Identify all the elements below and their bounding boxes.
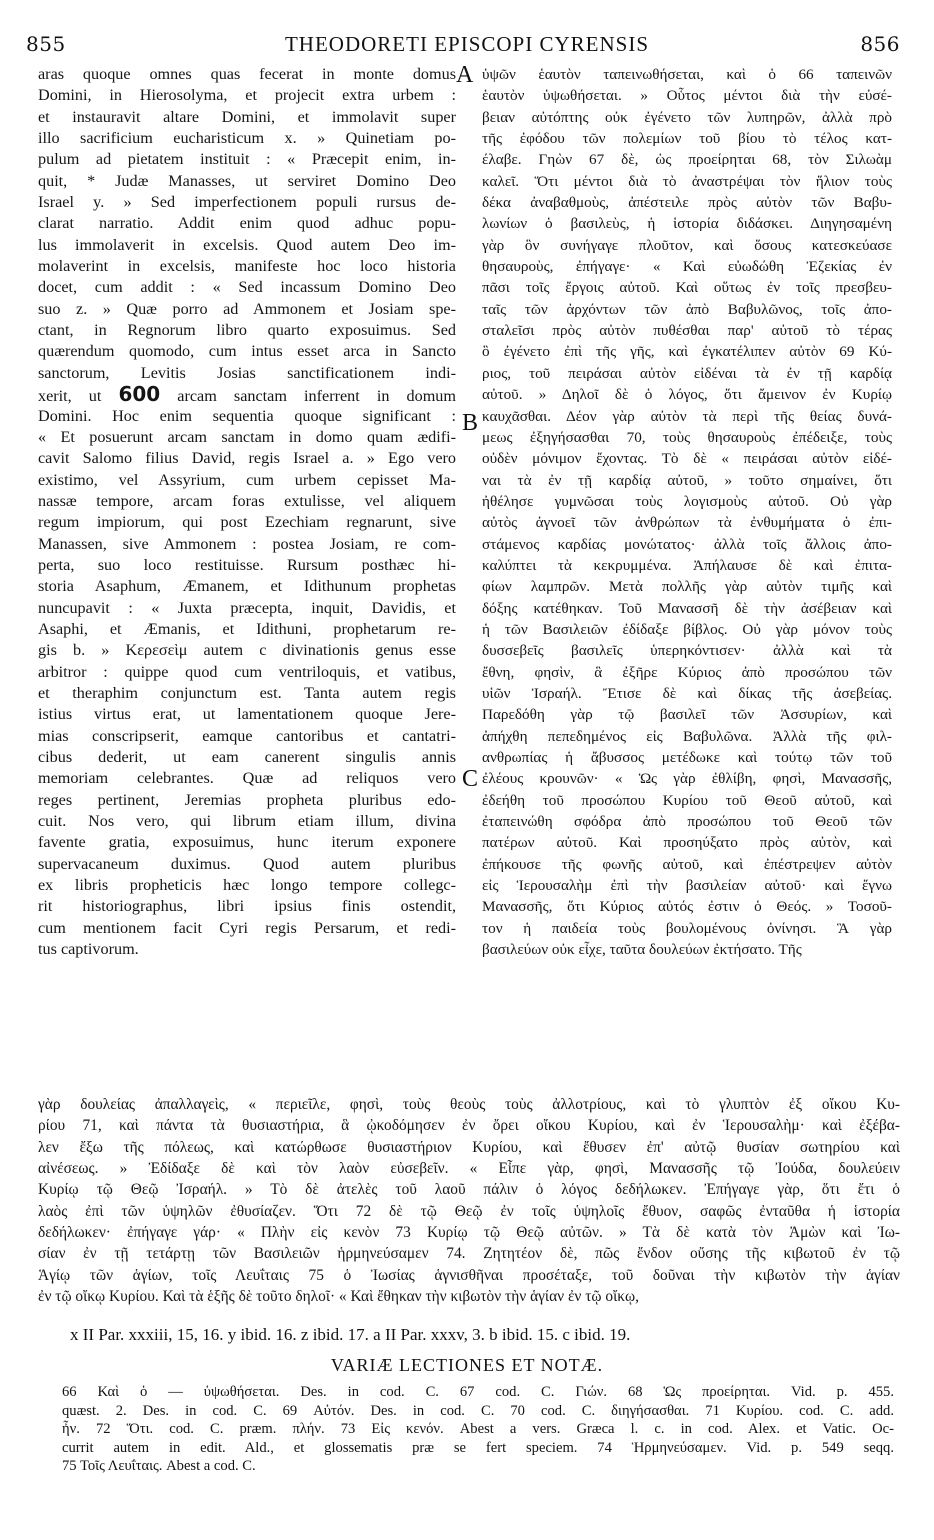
latin-line: mias conscripserit, eamque cantoribus et cantatri- [38, 726, 456, 745]
greek-line: ναι τὰ ἐν τῇ καρδίᾳ αὐτοῦ, » τοῦτο σημαίνει, ὅτι [482, 471, 892, 489]
greek-line: ἔθνη, φησὶν, ἃ ἐξῆρε Κύριος ἀπὸ προσώπου τῶν [482, 663, 892, 681]
greek-line: καλεῖ. Ὅτι μέντοι διὰ τὸ ἀναστρέψαι τὸν ἥλιον τοὺς [482, 172, 892, 190]
greek-line: δέκα ἀναβαθμοὺς, ἀπέστειλε πρὸς αὐτὸν τῶν Βαβυ- [482, 194, 892, 212]
latin-line: cibus dederit, ut eam canerent singulis annis [38, 748, 456, 766]
greek-line: γὰρ ὃν συνήγαγε πλοῦτον, καὶ ὅσους κατεσκεύασε [482, 236, 892, 254]
latin-line: existimo, vel Assyrium, cum urbem cepisset Ma- [38, 470, 456, 489]
greek-line: σταλεῖσι πρὸς αὐτὸν πυθέσθαι παρ' αὐτοῦ τὸ τέρας [482, 322, 892, 340]
greek-column [482, 64, 892, 960]
latin-line: reges pertinent, Jeremias propheta pluribus edo- [38, 790, 456, 809]
latin-line: cavit Salomo filius David, regis Israel a. » Ego vero [38, 449, 456, 468]
latin-line: storia Asaphum, Æmanem, et Idithunum prophetas [38, 577, 456, 596]
latin-line: gis b. » Κερεσεὶμ autem c divinationis genus esse [38, 641, 456, 660]
latin-line: ctant, in Regnorum libro quarto exposuimus. Sed [38, 321, 456, 340]
greek-line: στάμενος καρδίας μονώτατος· ἀλλὰ τοῖς ἄλλοις ἀπο- [482, 535, 892, 553]
greek-line: λωνίων ὁ βασιλεὺς, ἡ ἱστορία διδάσκει. Διηγησαμένη [482, 215, 892, 233]
greek-line-full: Ἁγίῳ τῶν ἁγίων, τοῖς Λευΐταις 75 ὁ Ἰωσίας ἁγνισθῆναι προσέταξε, τοῦ δοῦναι τὴν κιβωτὸν τὴν ἁγίαν [38, 1266, 900, 1284]
notes-title: VARIÆ LECTIONES ET NOTÆ. [330, 1355, 604, 1375]
running-title: THEODORETI EPISCOPI CYRENSIS [284, 32, 650, 56]
greek-line-full: δεδήλωκεν· ἐπήγαγε γάρ· « Πλὴν εἰς κενὸν 73 Κυρίῳ τῷ Θεῷ αὐτῶν. » Τὰ δὲ κατὰ τὸν Ἀμὼν καὶ Ἰω- [38, 1224, 900, 1242]
greek-line-full: σίαν ἐν τῇ τετάρτῃ τῶν Βασιλειῶν ἡρμηνεύσαμεν 74. Ζητητέον δὲ, πῶς ἔνδον οὔσης τῆς κιβωτοῦ ἐν τῷ [38, 1245, 900, 1263]
greek-line: ριος, τοῦ πειράσαι αὐτὸν εἰδέναι τὰ ἐν τῇ καρδίᾳ [482, 364, 892, 382]
greek-line: τῆς ἐφόδου τῶν πολεμίων τοῦ βίου τὸ τέλος κατ- [482, 130, 892, 148]
greek-line: έλαβε. Γηὼν 67 δὲ, ὡς προείρηται 68, τὸν Σιλωὰμ [482, 151, 892, 169]
greek-line: τον ἡ παιδεία τοὺς βουλομένους ὀνίνησι. Ἃ γὰρ [482, 919, 892, 937]
latin-line: et theraphim conjunctum est. Tanta autem regis [38, 683, 456, 702]
latin-line: ex libris propheticis hæc longo tempore collegc- [38, 876, 456, 895]
latin-line: istius virtus erat, ut lamentationem quoque Jere- [38, 705, 456, 724]
latin-line: Israel y. » Sed imperfectionem populi rursus de- [38, 193, 456, 212]
latin-line: tus captivorum. [38, 940, 139, 959]
greek-line-full: αἰνέσεως. » Ἐδίδαξε δὲ καὶ τὸν λαὸν εὐσεβεῖν. « Εἶπε γὰρ, φησὶ, Μανασσῆς τῷ Ἰούδα, δουλεύειν [38, 1160, 900, 1178]
latin-line: aras quoque omnes quas fecerat in monte domus [38, 65, 456, 83]
greek-line: θησαυροὺς, ἐπήγαγε· « Καὶ εὐωδώθη Ἐζεκίας ἐν [482, 258, 892, 276]
latin-line: quærendum quomodo, cum intus esset arca in Sancto [38, 342, 456, 361]
greek-line: ὑψῶν ἑαυτὸν ταπεινωθήσεται, καὶ ὁ 66 ταπεινῶν [482, 66, 892, 83]
greek-line: μεως ἐξηγήσασθαι 70, τοὺς θησαυροὺς ἐπέδειξε, τοὺς [482, 428, 892, 446]
latin-line: memoriam celebrantes. Quæ ad reliquos vero [38, 769, 456, 788]
greek-line: ὃ ἐγένετο ἐπὶ τῆς γῆς, καὶ ἐγκατέλιπεν αὐτὸν 69 Κύ- [482, 343, 892, 361]
greek-line: δυσσεβεῖς βασιλεῖς ὑπερηκόντισεν· ἀλλὰ καὶ τὰ [482, 642, 892, 660]
note-line: quæst. 2. Des. in cod. C. 69 Αὐτόν. Des. in cod. C. 70 cod. C. διηγήσασθαι. 71 Κυρίου. cod. C. add. [62, 1402, 894, 1419]
margin-marker-b: B [462, 410, 479, 436]
latin-line: regum impiorum, qui post Ezechiam regnarunt, sive [38, 513, 456, 532]
latin-line: et instauravit altare Domini, et immolavit super [38, 107, 456, 126]
note-line: currit autem in edit. Ald., et glossematis præ se fert speciem. 74 Ἡρμηνεύσαμεν. Vid. p. 549 seqq. [62, 1439, 894, 1456]
greek-line: βειαν αὐτόπτης οὐκ ἐγένετο τῶν λυπηρῶν, ἀλλὰ πρὸ [482, 108, 892, 126]
latin-line: quit, * Judæ Manasses, ut serviret Domino Deo [38, 171, 456, 190]
greek-line: ταῖς τῶν ἀρχόντων τῶν ἀπὸ Βαβυλῶνος, τοῖς ἀπο- [482, 300, 892, 318]
latin-line: cuit. Nos vero, qui librum etiam illum, divina [38, 812, 456, 831]
latin-line: pulum ad pietatem instituit : « Præcepit enim, in- [38, 150, 456, 169]
greek-line: ἡ τῶν Βασιλειῶν ἐδίδαξε βίβλος. Οὐ γὰρ μόνον τοὺς [482, 620, 892, 638]
latin-line: perta, suo loco restituisse. Rursum posthæc hi- [38, 555, 456, 574]
latin-line: cum mentionem facit Cyri regis Persarum, et redi- [38, 918, 456, 937]
latin-line: arbitror : quippe quod cum ventriloquis, et vatibus, [38, 662, 456, 681]
latin-line: illo sacrificium eucharisticum x. » Quinetiam po- [38, 129, 456, 148]
greek-line: πατέρων αὐτοῦ. Καὶ προσηύξατο πρὸς αὐτὸν, καὶ [482, 834, 892, 852]
greek-line: ἐλέους κρουνῶν· « Ὡς γὰρ ἐθλίβη, φησὶ, Μανασσῆς, [482, 770, 892, 788]
greek-line: ἠθέλησε γυμνῶσαι τοὺς λογισμοὺς αὐτοῦ. Οὐ γὰρ [482, 492, 892, 510]
greek-line: βασιλεύων οὐκ εἶχε, ταῦτα δουλεύων ἐκτήσατο. Τῆς [482, 941, 802, 959]
greek-line: ἐταπεινώθη σφόδρα ἀπὸ προσώπου τοῦ Θεοῦ τῶν [482, 813, 892, 831]
greek-line: ανθρωπίας ἡ ἄβυσσος μετέδωκε καὶ τούτῳ τῶν τοῦ [482, 749, 892, 766]
greek-line: ἀπήχθη πεπεδημένος εἰς Βαβυλῶνα. Ἀλλὰ τῆς φιλ- [482, 727, 892, 745]
latin-line: nuncupavit : « Juxta præcepta, inquit, Davidis, et [38, 598, 456, 617]
latin-line: favente gratia, exposuimus, hunc iterum exponere [38, 833, 456, 852]
greek-line: ἐδεήθη τοῦ προσώπου Κυρίου τοῦ Θεοῦ αὐτοῦ, καὶ [482, 791, 892, 809]
greek-line: αὐτὸς ἀγνοεῖ τῶν ἀνθρώπων τὰ ἐνθυμήματα ὁ ἐπι- [482, 514, 892, 532]
greek-line-full: λεν ἔξω τῆς πόλεως, καὶ κατώρθωσε θυσιαστήριον Κυρίου, καὶ ἔθυσεν ἐπ' αὐτῷ θυσίαν σωτηρίου καὶ [38, 1138, 900, 1156]
variant-notes [62, 1383, 894, 1476]
latin-line: docet, cum addit : « Sed incassum Domino Deo [38, 278, 456, 297]
latin-line: « Et posuerunt arcam sanctam in domo quam ædifi- [38, 427, 456, 446]
latin-line: Domini. Hoc enim sequentia quoque significant : [38, 406, 456, 425]
greek-line: ἐπήκουσε τῆς φωνῆς αὐτοῦ, καὶ ἐπέστρεψεν αὐτὸν [482, 855, 892, 873]
greek-line: φίων λαμπρῶν. Μετὰ πολλῆς γὰρ αὐτὸν τιμῆς καὶ [482, 578, 892, 596]
latin-line: Manassen, sive Ammonem : postea Josiam, re com- [38, 534, 456, 553]
greek-line-full: λαὸς ἐπὶ τῶν ὑψηλῶν ἐθυσίαζεν. Ὅτι 72 δὲ τῷ Θεῷ ἐν τοῖς ὑψηλοῖς ἔθυον, σαφῶς ἐνταῦθα ἡ ἱστορία [38, 1202, 900, 1220]
greek-line: οὐδὲν μόνιμον ἔχοντας. Τὸ δὲ « πειράσαι αὐτὸν εἰδέ- [482, 450, 892, 468]
greek-line: Μανασσῆς, ὅτι Κύριος αὐτός ἐστιν ὁ Θεός. » Τοσοῦ- [482, 898, 892, 916]
greek-line: καυχᾶσθαι. Δέον γὰρ αὐτὸν τὰ περὶ τῆς θείας δυνά- [482, 407, 892, 425]
note-line: 75 Τοῖς Λευΐταις. Abest a cod. C. [62, 1458, 256, 1475]
greek-line: καλύπτει τὰ κεκρυμμένα. Ἀπήλαυσε δὲ καὶ ἐπιτα- [482, 556, 892, 574]
greek-line: δόξης κατέθηκαν. Τοῦ Μανασσῆ δὲ τὴν ἀσέβειαν καὶ [482, 599, 892, 617]
margin-marker-a: A [456, 62, 474, 88]
greek-line: Παρεδόθη γὰρ τῷ βασιλεῖ τῶν Ἀσσυρίων, καὶ [482, 706, 892, 724]
latin-line: xerit, ut 600 arcam sanctam inferrent in domum [38, 384, 456, 406]
greek-line: υἱῶν Ἰσραήλ. Ἔτισε δὲ καὶ δίκας τῆς ἀσεβείας. [482, 684, 892, 702]
latin-line: suo z. » Quæ porro ad Ammonem et Josiam spe- [38, 299, 456, 318]
note-line: ἦν. 72 Ὅτι. cod. C. præm. πλήν. 73 Εἰς κενόν. Abest a vers. Græca l. c. in cod. Alex. et Vatic. Oc- [62, 1421, 894, 1438]
greek-line: ἑαυτὸν ὑψωθήσεται. » Οὗτος μέντοι διὰ τὴν εὐσέ- [482, 87, 892, 105]
latin-line: lus immolaverit in excelsis. Quod autem Deo im- [38, 235, 456, 254]
latin-line: Domini, in Hierosolyma, et projecit extra urbem : [38, 86, 456, 105]
latin-line: clarat narratio. Addit enim quod adhuc popu- [38, 214, 456, 233]
page-number-left: 855 [26, 32, 66, 56]
greek-line: αὐτοῦ. » Δηλοῖ δὲ ὁ λόγος, ὅτι ἄμεινον ἐν Κυρίῳ [482, 386, 892, 404]
latin-line: supervacaneum duximus. Quod autem pluribus [38, 854, 456, 873]
margin-marker-c: C [462, 766, 479, 792]
latin-column [38, 64, 456, 960]
page-number-right: 856 [860, 32, 900, 56]
note-line: 66 Καὶ ὁ — ὑψωθήσεται. Des. in cod. C. 67 cod. C. Γιών. 68 Ὡς προείρηται. Vid. p. 455. [62, 1384, 894, 1400]
latin-line: sanctorum, Levitis Josias sanctificationem indi- [38, 363, 456, 382]
greek-line: πᾶσι τοῖς ἔργοις αὐτοῦ. Καὶ οὕτως ἐν τοῖς πρεσβευ- [482, 279, 892, 297]
latin-line: nassæ tempore, arcam foras extulisse, vel aliquem [38, 491, 456, 510]
greek-line: εἰς Ἱερουσαλὴμ ἐπὶ τὴν βασιλείαν αὐτοῦ· καὶ ἔγνω [482, 877, 892, 895]
latin-line: Asaphi, et Æmanis, et Idithuni, prophetarum re- [38, 619, 456, 638]
latin-line: molaverint in excelsis, manifeste hoc loco historia [38, 257, 456, 276]
greek-line-full: ἐν τῷ οἴκῳ Κυρίου. Καὶ τὰ ἑξῆς δὲ τοῦτο δηλοῖ· « Καὶ ἔθηκαν τὴν κιβωτὸν τὴν ἁγίαν ἐν τῷ οἴκῳ, [38, 1288, 639, 1306]
greek-line-full: Κυρίῳ τῷ Θεῷ Ἰσραήλ. » Τὸ δὲ ἀτελὲς τοῦ λαοῦ πάλιν ὁ λόγος δεδήλωκεν. Ἐπήγαγε γὰρ, ὅτι ἔτι ὁ [38, 1181, 900, 1199]
greek-line-full: ρίου 71, καὶ πάντα τὰ θυσιαστήρια, ἃ ᾠκοδόμησεν ἐν ὄρει οἴκου Κυρίου, καὶ ἐν Ἱερουσαλὴμ· καὶ ἐξέβα- [38, 1117, 900, 1135]
scripture-references: x II Par. xxxiii, 15, 16. y ibid. 16. z ibid. 17. a II Par. xxxv, 3. b ibid. 15. c ibid. 19. [70, 1325, 631, 1344]
column-number: 600 [118, 384, 161, 406]
full-width-text [38, 1094, 900, 1307]
latin-line: rit historiographus, libri ipsius finis ostendit, [38, 897, 456, 916]
greek-line-full: γὰρ δουλείας ἀπαλλαγεὶς, « περιεῖλε, φησὶ, τοὺς θεοὺς τοὺς ἀλλοτρίους, καὶ τὸ γλυπτὸν ἐξ οἴκου Κυ- [38, 1096, 900, 1113]
